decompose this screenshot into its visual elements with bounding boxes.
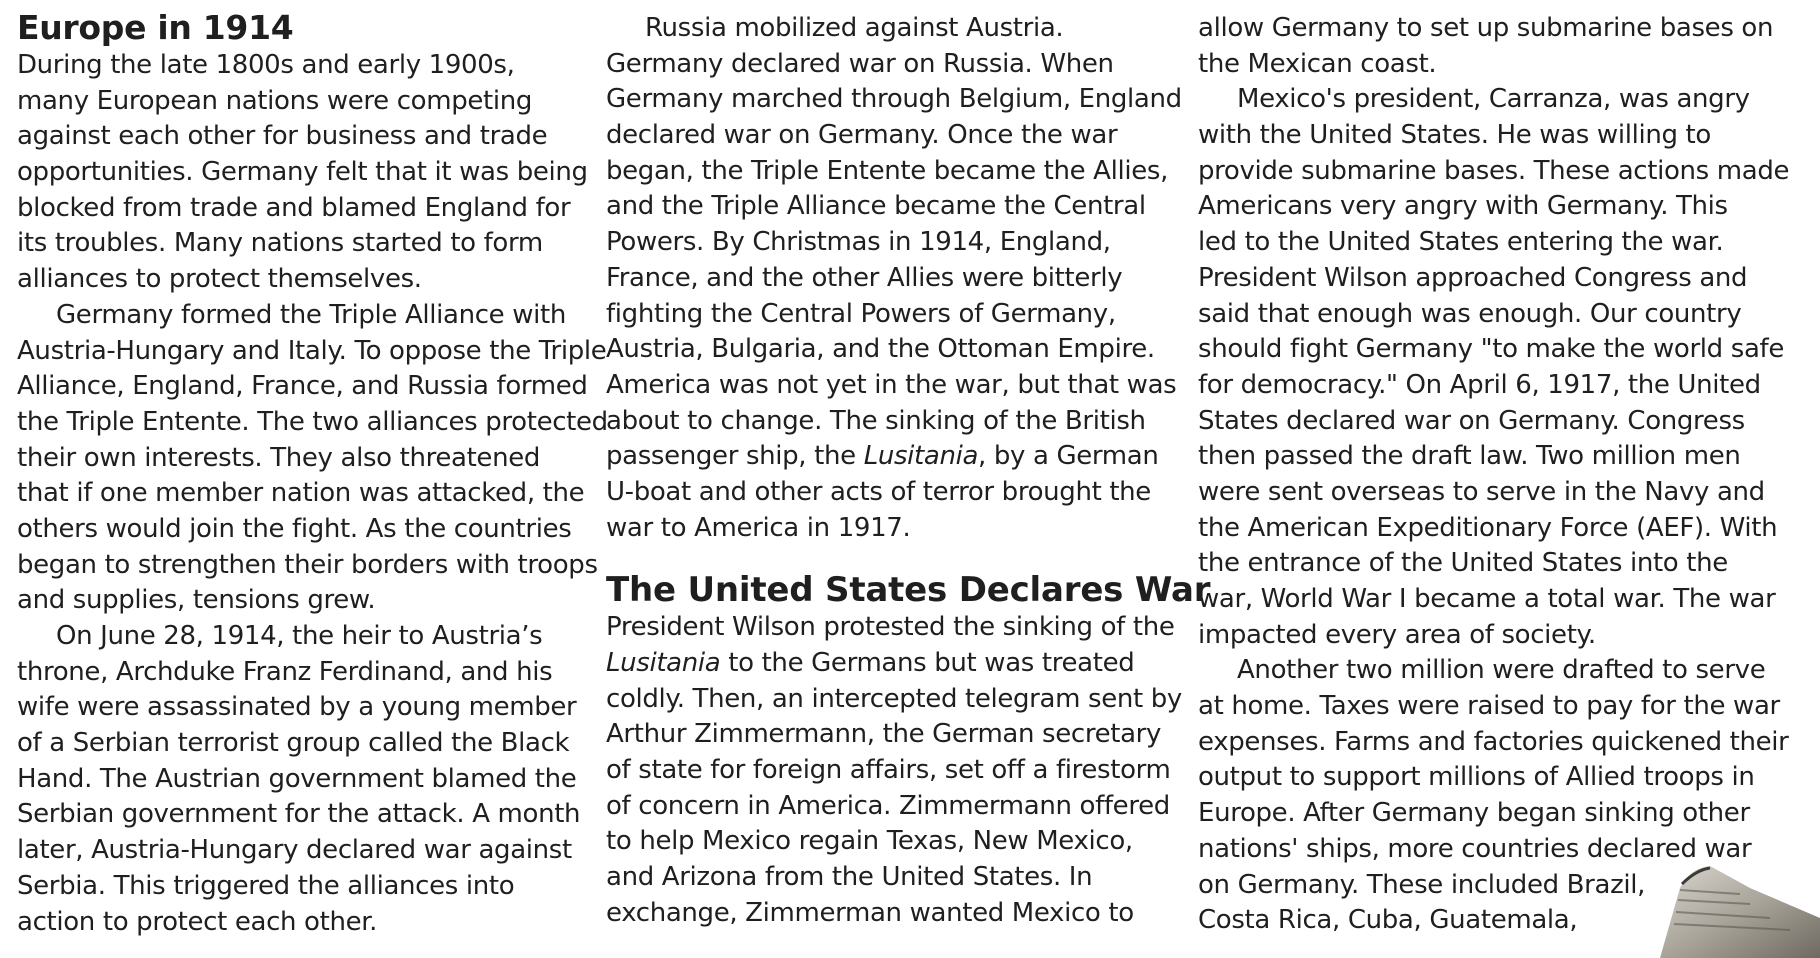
text-line: President Wilson protested the sinking of the [606,612,1175,643]
text-line: opportunities. Germany felt that it was being [17,157,588,188]
text-line: nations' ships, more countries declared war [1198,833,1752,864]
text-line: Europe. After Germany began sinking other [1198,798,1750,829]
text-line: action to protect each other. [17,906,378,937]
text-line: began to strengthen their borders with troops [17,549,598,580]
text-line: Germany declared war on Russia. When [606,48,1114,79]
text-line: with the United States. He was willing to [1198,120,1711,151]
text-fragment: to the Germans but was treated [720,648,1135,678]
text-line: of state for foreign affairs, set off a firestorm [606,755,1171,786]
text-line: Costa Rica, Cuba, Guatemala, [1198,905,1578,936]
text-line: their own interests. They also threatened [17,442,541,473]
text-line: provide submarine bases. These actions made [1198,155,1790,186]
text-line: Germany formed the Triple Alliance with [56,299,566,330]
text-line: of concern in America. Zimmermann offered [606,790,1170,821]
text-line: many European nations were competing [17,85,532,116]
text-line: Germany marched through Belgium, England [606,84,1182,115]
text-line: and Arizona from the United States. In [606,862,1093,893]
text-line: President Wilson approached Congress and [1198,262,1748,293]
text-line: Arthur Zimmermann, the German secretary [606,719,1162,750]
text-line: others would join the fight. As the countries [17,513,572,544]
text-line: its troubles. Many nations started to form [17,228,543,259]
text-line: Austria-Hungary and Italy. To oppose the Triple [17,335,607,366]
text-line: at home. Taxes were raised to pay for the war [1198,691,1780,722]
text-line: blocked from trade and blamed England for [17,192,571,223]
text-line: allow Germany to set up submarine bases on [1198,13,1774,43]
text-line: Alliance, England, France, and Russia formed [17,371,588,402]
text-line: were sent overseas to serve in the Navy and [1198,476,1765,507]
text-line: expenses. Farms and factories quickened their [1198,726,1789,757]
text-line: exchange, Zimmerman wanted Mexico to [606,897,1134,928]
text-line: the Triple Entente. The two alliances protected [17,406,608,437]
text-fragment: passenger ship, the [606,441,864,472]
text-line: against each other for business and trade [17,121,548,152]
text-line: the American Expeditionary Force (AEF). With [1198,512,1778,543]
text-line: throne, Archduke Franz Ferdinand, and his [17,656,553,687]
heading-us-declares-war: The United States Declares War [606,570,1211,611]
text-line: America was not yet in the war, but that was [606,369,1177,400]
text-line: of a Serbian terrorist group called the Black [17,728,570,759]
text-line: France, and the other Allies were bitterly [606,262,1123,293]
column-3 [1198,11,1808,939]
text-line: U-boat and other acts of terror brought the [606,476,1151,507]
text-line: Serbia. This triggered the alliances into [17,870,515,901]
text-line: should fight Germany "to make the world safe [1198,334,1784,365]
text-line: alliances to protect themselves. [17,264,422,295]
text-line: that if one member nation was attacked, the [17,478,585,509]
ship-name-italic: Lusitania [863,441,979,472]
text-line: fighting the Central Powers of Germany, [606,298,1116,329]
text-line: declared war on Germany. Once the war [606,120,1118,151]
text-line: war to America in 1917. [606,512,911,543]
text-line: the entrance of the United States into the [1198,548,1728,579]
ship-name-italic: Lusitania [606,648,721,678]
text-line: and supplies, tensions grew. [17,585,376,616]
ship-photo-icon [1620,828,1820,958]
text-line: Another two million were drafted to serve [1237,655,1766,686]
text-line: States declared war on Germany. Congress [1198,405,1745,436]
text-line: Mexico's president, Carranza, was angry [1237,84,1750,115]
text-line: about to change. The sinking of the British [606,405,1146,436]
text-line: Powers. By Christmas in 1914, England, [606,227,1111,258]
text-line: impacted every area of society. [1198,619,1596,650]
text-line: Hand. The Austrian government blamed the [17,763,577,794]
text-line: Serbian government for the attack. A month [17,799,581,830]
column-1 [17,8,608,940]
text-line-lusitania [606,439,1186,475]
text-line: Austria, Bulgaria, and the Ottoman Empire. [606,334,1155,365]
text-line: for democracy." On April 6, 1917, the United [1198,369,1761,400]
text-line: then passed the draft law. Two million men [1198,441,1741,472]
text-fragment: , by a German [978,441,1159,472]
text-line: wife were assassinated by a young member [17,692,577,723]
text-line: On June 28, 1914, the heir to Austria’s [56,621,543,651]
text-line: led to the United States entering the war. [1198,227,1724,258]
text-line: Russia mobilized against Austria. [645,13,1064,43]
text-line-lusitania [606,646,1186,682]
text-line: output to support millions of Allied troops in [1198,762,1755,793]
text-line: the Mexican coast. [1198,48,1437,79]
heading-europe-1914: Europe in 1914 [17,8,294,47]
text-line: later, Austria-Hungary declared war against [17,835,572,866]
text-line: coldly. Then, an intercepted telegram sent by [606,683,1182,714]
text-line: to help Mexico regain Texas, New Mexico, [606,826,1133,857]
text-line: and the Triple Alliance became the Central [606,191,1146,222]
text-line: During the late 1800s and early 1900s, [17,50,515,80]
text-line: Americans very angry with Germany. This [1198,191,1728,222]
text-line: began, the Triple Entente became the Allies, [606,155,1168,186]
text-line: said that enough was enough. Our country [1198,298,1742,329]
column-2 [606,11,1211,932]
text-line: on Germany. These included Brazil, [1198,869,1646,900]
text-line: war, World War I became a total war. The war [1198,584,1776,614]
